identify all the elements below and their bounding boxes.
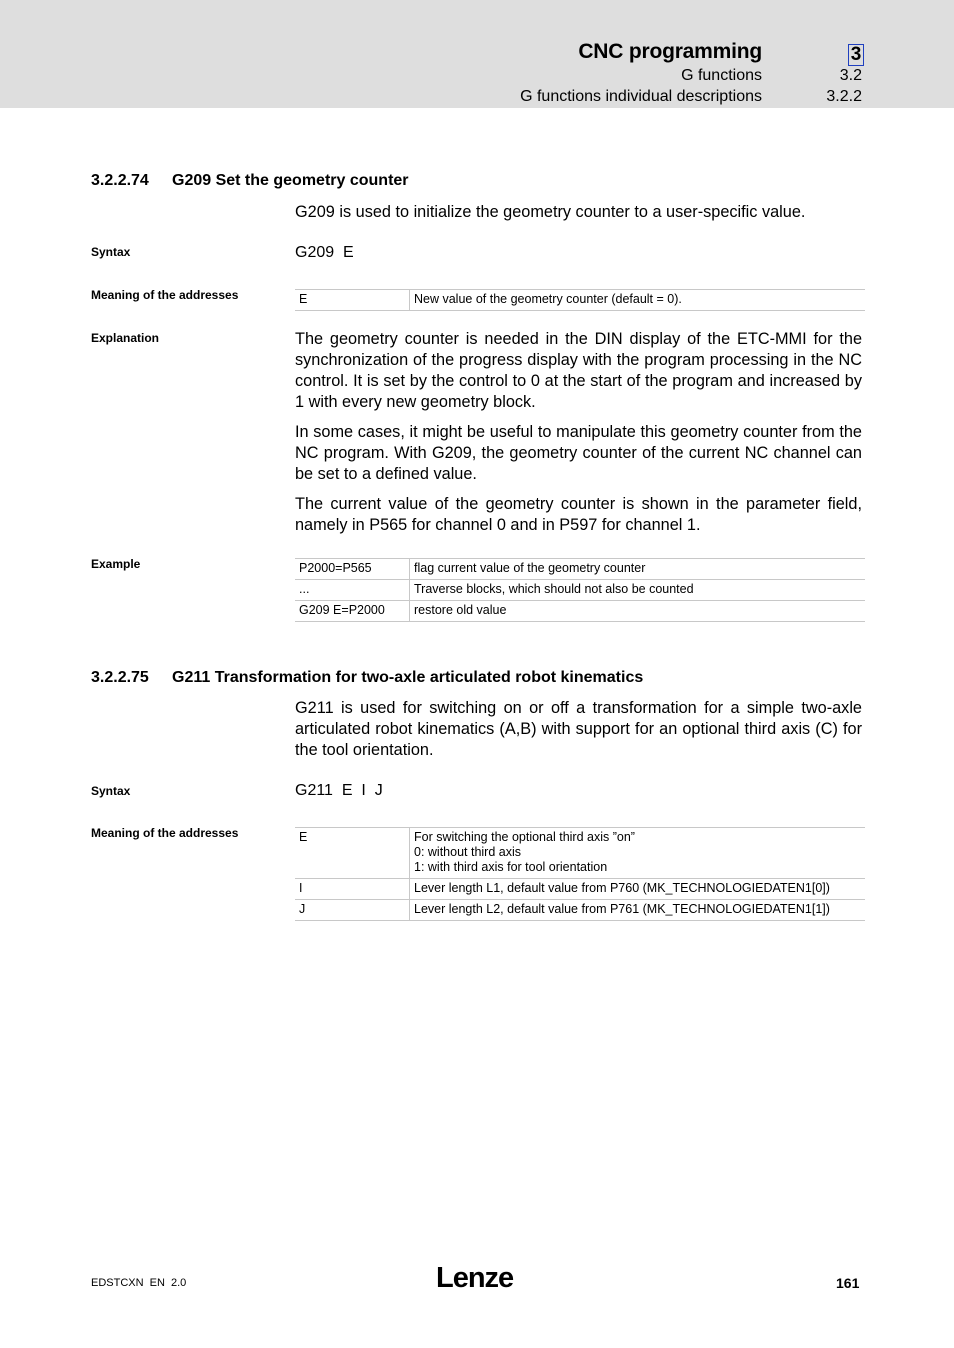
subsection-number: 3.2	[839, 67, 862, 84]
section-intro: G209 is used to initialize the geometry counter to a user-specific value.	[295, 203, 806, 221]
doc-id: EDSTCXN	[91, 1277, 144, 1289]
address-cell: E	[295, 828, 410, 879]
address-table	[295, 289, 865, 311]
lenze-logo: Lenze	[436, 1262, 514, 1294]
section-heading-75	[91, 669, 643, 687]
description-cell: New value of the geometry counter (default = 0).	[410, 290, 866, 311]
code-cell: P2000=P565	[295, 559, 410, 580]
meaning-label: Meaning of the addresses	[91, 288, 239, 302]
description-cell	[410, 828, 866, 879]
description-line: 1: with third axis for tool orientation	[414, 860, 608, 874]
table-row	[295, 879, 865, 900]
table-row	[295, 580, 865, 601]
table-row	[295, 900, 865, 921]
table-row	[295, 559, 865, 580]
example-label: Example	[91, 557, 141, 571]
address-cell: E	[295, 290, 410, 311]
address-cell: I	[295, 879, 410, 900]
footer-doc-info	[91, 1277, 186, 1289]
table-row	[295, 290, 865, 311]
description-cell: Lever length L2, default value from P761 (MK_TECHNOLOGIEDATEN1[1])	[410, 900, 866, 921]
subsubsection-title: G functions individual descriptions	[520, 88, 762, 105]
description-line: For switching the optional third axis ”on”	[414, 830, 635, 844]
address-cell: J	[295, 900, 410, 921]
table-row	[295, 601, 865, 622]
paragraph: In some cases, it might be useful to manipulate this geometry counter from the NC program. With G209, the geometry counter of the current NC channel can be set to a defined value.	[295, 423, 862, 483]
comment-cell: restore old value	[410, 601, 866, 622]
section-number: 3.2.2.74	[91, 172, 149, 189]
code-cell: G209 E=P2000	[295, 601, 410, 622]
example-table	[295, 558, 865, 622]
syntax-code: G209 E	[295, 244, 354, 261]
paragraph: The current value of the geometry counter is shown in the parameter field, namely in P565 for channel 0 and in P597 for channel 1.	[295, 495, 862, 534]
comment-cell: flag current value of the geometry counter	[410, 559, 866, 580]
subsubsection-number: 3.2.2	[826, 88, 862, 105]
doc-language: EN	[149, 1277, 165, 1289]
chapter-title: CNC programming	[578, 40, 762, 63]
section-intro: G211 is used for switching on or off a transformation for a simple two-axle articulated robot kinematics (A,B) with support for an optional third axis (C) for the tool orientation.	[295, 699, 862, 759]
syntax-code: G211 E I J	[295, 782, 383, 799]
table-row	[295, 828, 865, 879]
syntax-label: Syntax	[91, 784, 131, 798]
doc-version: 2.0	[170, 1277, 187, 1289]
chapter-number-badge[interactable]: 3	[848, 44, 864, 66]
description-cell: Lever length L1, default value from P760 (MK_TECHNOLOGIEDATEN1[0])	[410, 879, 866, 900]
comment-cell: Traverse blocks, which should not also be counted	[410, 580, 866, 601]
address-table	[295, 827, 865, 921]
section-title: G211 Transformation for two-axle articulated robot kinematics	[172, 669, 644, 686]
syntax-label: Syntax	[91, 245, 131, 259]
page-number: 161	[836, 1275, 860, 1291]
explanation-text	[295, 329, 862, 536]
description-line: 0: without third axis	[414, 845, 521, 859]
section-heading-74	[91, 172, 409, 190]
paragraph: The geometry counter is needed in the DIN display of the ETC-MMI for the synchronization of the progress display with the program processing in the NC control. It is set by the control to 0 at the start of the program and increased by 1 with every new geometry block.	[295, 330, 862, 411]
page-header	[0, 0, 954, 108]
code-cell: ...	[295, 580, 410, 601]
section-title: G209 Set the geometry counter	[172, 172, 409, 189]
meaning-label: Meaning of the addresses	[91, 826, 239, 840]
subsection-title: G functions	[681, 67, 762, 84]
section-number: 3.2.2.75	[91, 669, 149, 686]
explanation-label: Explanation	[91, 331, 160, 345]
